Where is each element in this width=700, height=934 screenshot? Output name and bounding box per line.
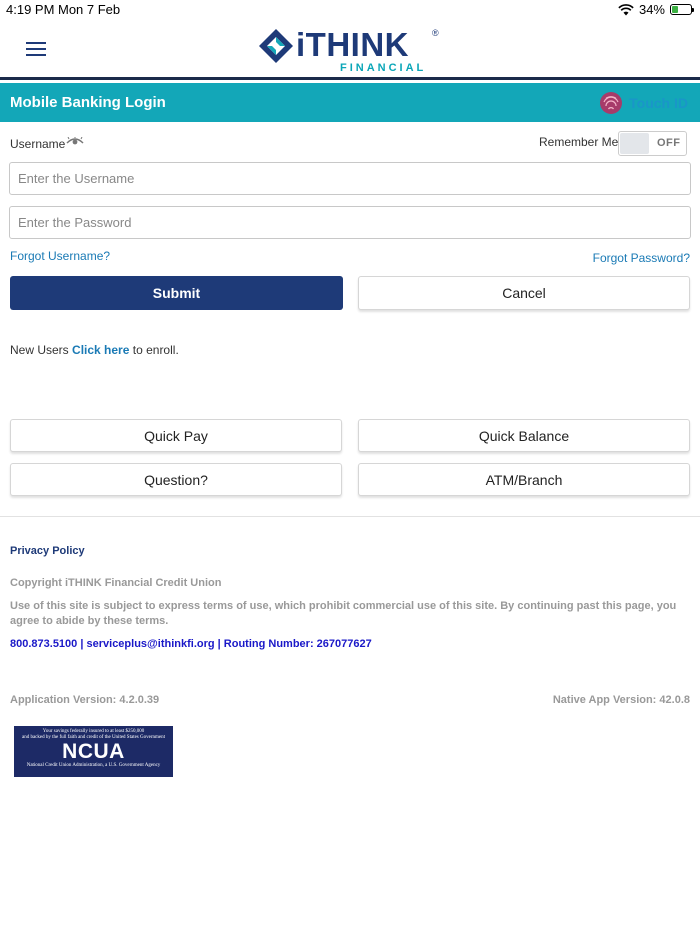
quick-balance-button[interactable]: Quick Balance [358, 419, 690, 452]
enroll-text [10, 343, 179, 357]
ncua-top-line-2: and backed by the full faith and credit of the United States Government [21, 735, 165, 740]
footer-divider [0, 516, 700, 517]
email-link[interactable]: serviceplus@ithinkfi.org [86, 638, 215, 650]
username-label: Username [10, 137, 66, 151]
battery-percent: 34% [638, 2, 665, 17]
ncua-badge [14, 726, 173, 777]
app-header [0, 20, 700, 80]
native-app-version: Native App Version: 42.0.8 [552, 694, 690, 706]
toggle-state: OFF [657, 137, 681, 149]
question-button[interactable]: Question? [10, 463, 342, 496]
touch-id-label: Touch ID [629, 95, 688, 111]
ncua-top-text [14, 726, 173, 741]
touch-id-button[interactable] [599, 91, 688, 115]
copyright-text: Copyright iTHINK Financial Credit Union [10, 577, 222, 589]
status-bar [0, 0, 700, 20]
wifi-icon [618, 4, 634, 16]
phone-link[interactable]: 800.873.5100 | [10, 638, 84, 650]
status-date: Mon 7 Feb [58, 2, 121, 17]
battery-icon [670, 4, 692, 15]
forgot-password-link[interactable]: Forgot Password? [592, 251, 690, 265]
terms-text: Use of this site is subject to express terms of use, which prohibit commercial use of this site. By continuing past this page, you agree to abide by these terms. [10, 600, 677, 627]
status-time: 4:19 PM [6, 2, 55, 17]
fingerprint-icon [599, 91, 623, 115]
privacy-policy-link[interactable]: Privacy Policy [10, 545, 85, 557]
diamond-logo-icon [258, 28, 294, 64]
enroll-link[interactable]: Click here [72, 343, 130, 357]
cancel-button[interactable]: Cancel [358, 276, 690, 310]
atm-branch-button[interactable]: ATM/Branch [358, 463, 690, 496]
ithink-logo [258, 26, 448, 76]
toggle-knob [620, 133, 649, 154]
battery-level [672, 6, 678, 13]
submit-button[interactable]: Submit [10, 276, 343, 310]
page-title: Mobile Banking Login [10, 94, 166, 111]
username-input[interactable] [9, 162, 691, 195]
logo-subtitle: FINANCIAL [340, 62, 427, 74]
forgot-username-link[interactable]: Forgot Username? [10, 249, 111, 263]
logo-registered: ® [432, 28, 439, 38]
status-indicators [618, 2, 692, 17]
enroll-prefix: New Users [10, 343, 69, 357]
login-title-bar [0, 83, 700, 122]
remember-me-toggle[interactable] [618, 131, 687, 156]
logo-wordmark: iTHINK [296, 26, 409, 63]
routing-number: | Routing Number: 267077627 [217, 638, 372, 650]
password-input[interactable] [9, 206, 691, 239]
remember-me-label: Remember Me [539, 135, 619, 149]
eye-icon[interactable] [66, 137, 84, 147]
ncua-bottom-text: National Credit Union Administration, a U.S. Government Agency [26, 763, 161, 768]
enroll-suffix: to enroll. [132, 343, 179, 357]
application-version: Application Version: 4.2.0.39 [10, 694, 160, 706]
menu-icon[interactable] [26, 42, 46, 56]
ncua-logo-text: NCUA [62, 740, 125, 763]
ncua-top-line-1: Your savings federally insured to at least $250,000 [42, 729, 145, 734]
quick-pay-button[interactable]: Quick Pay [10, 419, 342, 452]
contact-line [10, 638, 372, 650]
